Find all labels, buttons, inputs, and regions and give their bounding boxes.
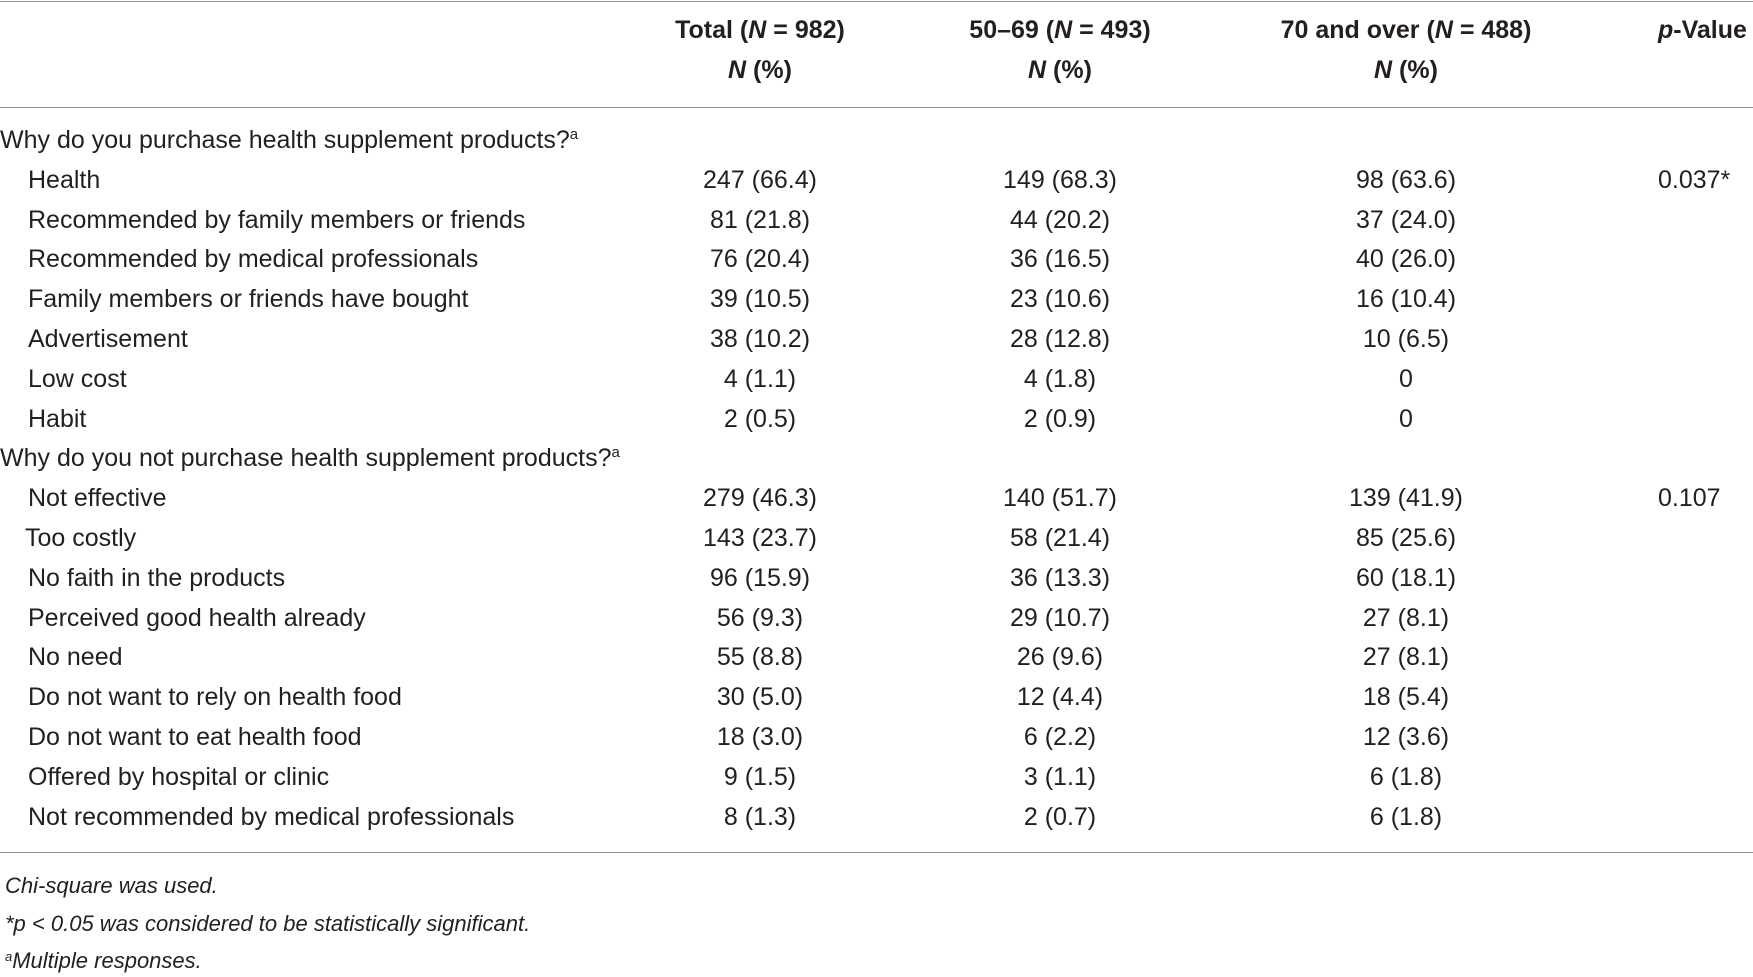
cell-total: 96 (15.9) <box>709 563 811 592</box>
cell-age-50-69: 149 (68.3) <box>1003 165 1117 194</box>
row-label: Offered by hospital or clinic <box>28 762 330 791</box>
table-row <box>0 279 1753 319</box>
cell-age-70-over: 6 (1.8) <box>1369 762 1443 791</box>
cell-age-70-over: 0 <box>1399 404 1413 433</box>
table-top-rule <box>0 1 1753 2</box>
cell-age-50-69: 44 (20.2) <box>1009 205 1111 234</box>
cell-total: 4 (1.1) <box>723 364 797 393</box>
section-title-footnote-mark: a <box>569 126 579 143</box>
cell-p-value: 0.107 <box>1658 484 1721 513</box>
footnote-method: Chi-square was used. <box>5 873 218 898</box>
section-header <box>0 120 1753 160</box>
cell-age-70-over: 40 (26.0) <box>1355 245 1457 274</box>
row-label: Habit <box>28 404 87 433</box>
table-row <box>0 558 1753 598</box>
cell-age-50-69: 58 (21.4) <box>1009 524 1111 552</box>
cell-age-70-over: 10 (6.5) <box>1362 325 1450 353</box>
table-row <box>0 319 1753 359</box>
table-bottom-rule <box>0 852 1753 853</box>
row-label: Not recommended by medical professionals <box>28 802 515 831</box>
cell-age-50-69: 4 (1.8) <box>1023 364 1097 393</box>
row-label: Low cost <box>28 364 127 393</box>
cell-age-50-69: 140 (51.7) <box>1003 484 1117 513</box>
cell-total: 18 (3.0) <box>716 723 804 751</box>
cell-total: 39 (10.5) <box>709 285 811 314</box>
cell-total: 8 (1.3) <box>723 802 797 831</box>
table-row <box>0 200 1753 240</box>
table-row <box>0 239 1753 279</box>
row-label: Advertisement <box>28 325 188 353</box>
section-title-text: Why do you purchase health supplement products? <box>0 126 570 154</box>
cell-age-50-69: 26 (9.6) <box>1016 643 1104 672</box>
footnote-significance: *p < 0.05 was considered to be statistically significant. <box>5 911 531 936</box>
cell-age-70-over: 60 (18.1) <box>1355 563 1457 592</box>
row-label: Recommended by medical professionals <box>28 245 479 274</box>
section-title-footnote-mark: a <box>611 444 620 462</box>
cell-total: 38 (10.2) <box>709 325 811 353</box>
section-header <box>0 438 1753 478</box>
row-label: Perceived good health already <box>28 603 366 632</box>
row-label: No faith in the products <box>28 563 286 592</box>
section-title <box>0 120 578 160</box>
table-row <box>0 637 1753 677</box>
cell-age-70-over: 37 (24.0) <box>1355 205 1457 234</box>
table-row <box>0 797 1753 837</box>
row-label: Family members or friends have bought <box>28 285 469 314</box>
cell-total: 2 (0.5) <box>723 404 797 433</box>
cell-age-50-69: 2 (0.9) <box>1023 404 1097 433</box>
header-total: Total (N = 982) N (%) <box>675 16 845 84</box>
cell-age-70-over: 98 (63.6) <box>1355 165 1457 194</box>
cell-age-70-over: 85 (25.6) <box>1355 524 1457 552</box>
table-row <box>0 160 1753 200</box>
row-label: Too costly <box>25 524 137 552</box>
cell-age-70-over: 16 (10.4) <box>1355 285 1457 314</box>
table-row <box>0 757 1753 797</box>
cell-age-70-over: 12 (3.6) <box>1362 723 1450 751</box>
header-age-50-69: 50–69 (N = 493) N (%) <box>969 16 1151 84</box>
header-divider-rule <box>0 107 1753 108</box>
cell-age-70-over: 0 <box>1399 364 1413 393</box>
cell-total: 279 (46.3) <box>703 484 817 513</box>
table-row <box>0 598 1753 638</box>
row-label: Recommended by family members or friends <box>28 205 526 234</box>
row-label: Do not want to eat health food <box>28 723 362 751</box>
cell-age-50-69: 3 (1.1) <box>1023 762 1097 791</box>
table-row <box>0 717 1753 757</box>
cell-age-50-69: 36 (13.3) <box>1009 563 1111 592</box>
footnote-multiple-responses: $^a$Multiple responses. <box>5 948 202 973</box>
cell-age-50-69: 28 (12.8) <box>1009 325 1111 353</box>
table-row <box>0 677 1753 717</box>
cell-age-50-69: 12 (4.4) <box>1016 683 1104 712</box>
cell-age-50-69: 6 (2.2) <box>1023 723 1097 751</box>
cell-total: 55 (8.8) <box>716 643 804 672</box>
table-row <box>0 359 1753 399</box>
cell-age-50-69: 29 (10.7) <box>1009 603 1111 632</box>
header-p-value: p-Value <box>1658 16 1747 44</box>
section-title <box>0 438 620 478</box>
cell-age-50-69: 2 (0.7) <box>1023 802 1097 831</box>
cell-total: 9 (1.5) <box>723 762 797 791</box>
row-label: Health <box>28 165 101 194</box>
cell-age-70-over: 27 (8.1) <box>1362 603 1450 632</box>
row-label: Not effective <box>28 484 167 513</box>
cell-age-50-69: 23 (10.6) <box>1009 285 1111 314</box>
header-age-70-over: 70 and over (N = 488) N (%) <box>1280 16 1532 84</box>
cell-age-70-over: 6 (1.8) <box>1369 802 1443 831</box>
cell-total: 247 (66.4) <box>703 165 817 194</box>
row-label: Do not want to rely on health food <box>28 683 402 712</box>
cell-age-70-over: 139 (41.9) <box>1349 484 1463 513</box>
cell-age-50-69: 36 (16.5) <box>1009 245 1111 274</box>
cell-total: 81 (21.8) <box>709 205 811 234</box>
cell-age-70-over: 27 (8.1) <box>1362 643 1450 672</box>
cell-total: 143 (23.7) <box>703 524 817 552</box>
table-row <box>0 399 1753 439</box>
table-row <box>0 518 1753 558</box>
section-title-text: Why do you not purchase health supplement products? <box>0 444 612 473</box>
table-row <box>0 478 1753 518</box>
cell-p-value: 0.037* <box>1658 165 1731 194</box>
cell-total: 30 (5.0) <box>716 683 804 712</box>
row-label: No need <box>28 643 123 672</box>
cell-total: 76 (20.4) <box>709 245 811 274</box>
cell-total: 56 (9.3) <box>716 603 804 632</box>
cell-age-70-over: 18 (5.4) <box>1362 683 1450 712</box>
